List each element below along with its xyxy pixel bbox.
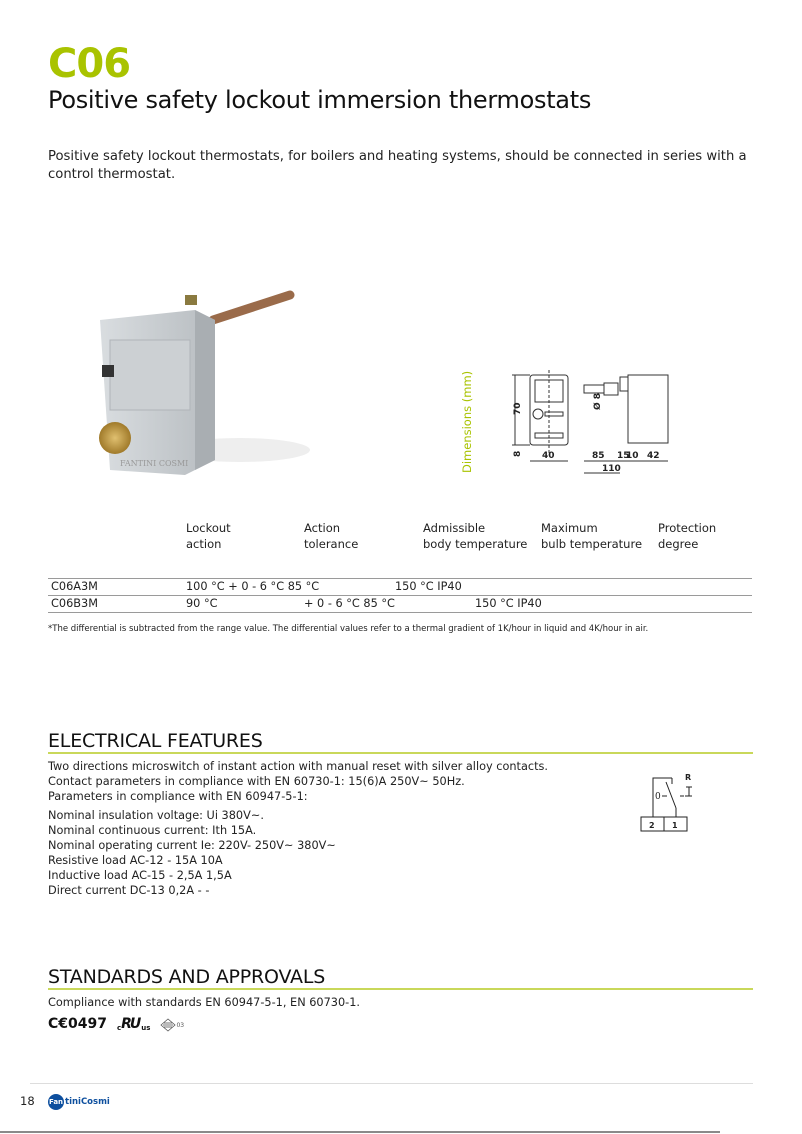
dim-height: 70 [513, 402, 523, 415]
section-heading-standards: STANDARDS AND APPROVALS [48, 966, 326, 988]
svg-text:10: 10 [626, 451, 639, 461]
standards-text: Compliance with standards EN 60947-5-1, EN 60730-1. [48, 996, 361, 1009]
wiring-diagram [640, 770, 700, 834]
svg-text:110: 110 [602, 464, 621, 474]
ce-mark-icon: C€0497 [48, 1016, 107, 1032]
table-row: C06B3M 90 °C + 0 - 6 °C 85 °C 150 °C IP40 [48, 595, 752, 613]
svg-text:R: R [685, 773, 692, 782]
page-bottom-bar [0, 1131, 720, 1133]
svg-text:42: 42 [647, 451, 660, 461]
header-action-tolerance: Action tolerance [304, 521, 359, 551]
product-photo [90, 290, 320, 490]
electrical-text-b: Nominal insulation voltage: Ui 380V~. Nominal continuous current: Ith 15A. Nominal operating current Ie: 220V- 250V~ 380V~ Resistive load AC-12 - 15A 10A Inductive load AC-15 - 2,5A 1,5A Direct current DC-13 0,2A - - [48, 809, 336, 897]
svg-text:15: 15 [617, 451, 630, 461]
svg-text:8: 8 [513, 450, 523, 457]
table-footnote: *The differential is subtracted from the range value. The differential values refer to a thermal gradient of 1K/hour in liquid and 4K/hour in air. [48, 624, 649, 634]
model-cell: C06B3M [51, 597, 98, 610]
svg-text:0: 0 [655, 792, 661, 802]
header-body-temperature: Admissible body temperature [423, 521, 528, 551]
svg-text:Ø 8: Ø 8 [593, 392, 603, 410]
spec-table [48, 578, 752, 613]
section-rule [48, 988, 753, 990]
header-lockout-action: Lockout action [186, 521, 231, 551]
svg-text:2: 2 [649, 821, 655, 830]
svg-text:1: 1 [672, 821, 678, 830]
electrical-text-a: Two directions microswitch of instant action with manual reset with silver alloy contacts. Contact parameters in compliance with EN 60730-1: 15(6)A 250V~ 50Hz. Parameters in compliance with EN 60947-5-1: [48, 760, 549, 803]
svg-text:85: 85 [592, 451, 605, 461]
model-cell: C06A3M [51, 580, 98, 593]
page-title: Positive safety lockout immersion thermostats [48, 86, 592, 114]
dimension-diagram [490, 355, 690, 485]
header-protection-degree: Protection degree [658, 521, 717, 551]
product-code: C06 [48, 41, 131, 87]
section-heading-electrical: ELECTRICAL FEATURES [48, 730, 263, 752]
section-rule [48, 752, 753, 754]
page-number: 18 [20, 1094, 35, 1108]
intro-text: Positive safety lockout thermostats, for boilers and heating systems, should be connected in series with a control thermostat. [48, 149, 747, 182]
header-bulb-temperature: Maximum bulb temperature [541, 521, 643, 551]
svg-text:40: 40 [542, 451, 555, 461]
ul-mark-icon: c RU us [116, 1016, 151, 1032]
dimensions-drawing [460, 355, 690, 485]
imq-mark-icon: 03 [160, 1018, 184, 1032]
footer-rule [30, 1083, 753, 1084]
svg-text:FANTINI COSMI: FANTINI COSMI [120, 459, 189, 468]
approval-marks [48, 1016, 184, 1032]
brand-logo: Fan tiniCosmi [48, 1094, 110, 1110]
dimensions-label: Dimensions (mm) [460, 370, 474, 473]
table-row: C06A3M 100 °C + 0 - 6 °C 85 °C 150 °C IP40 [48, 578, 752, 595]
